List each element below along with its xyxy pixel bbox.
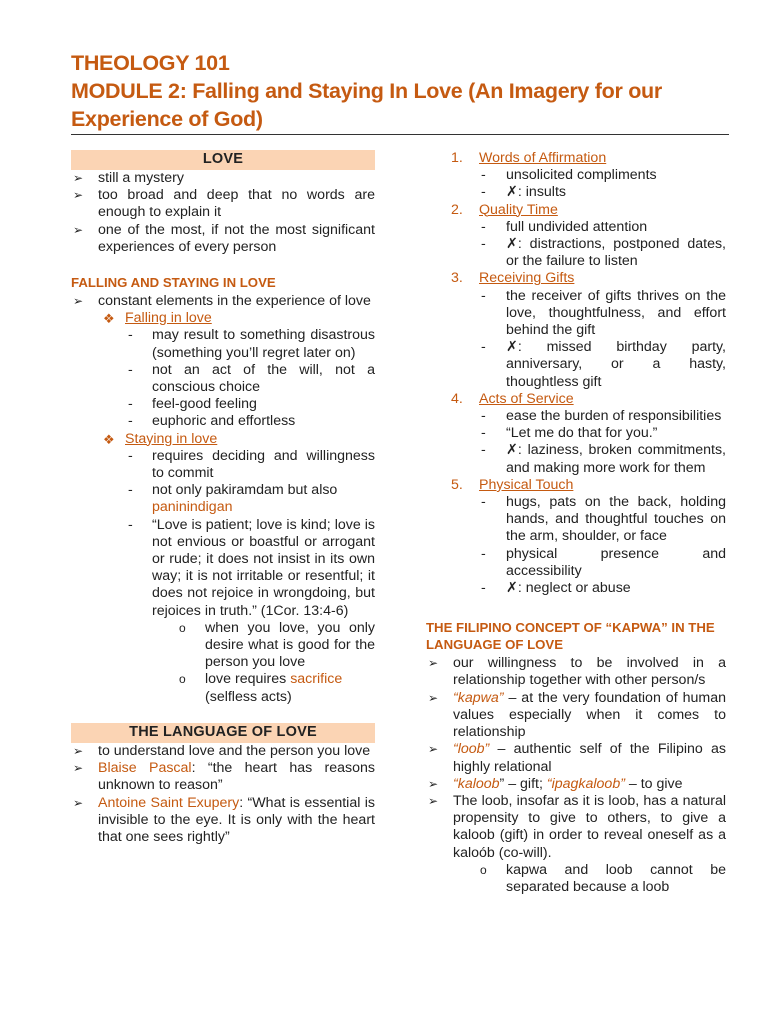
list-item: - not only pakiramdam but also paninindigan [128,482,338,516]
left-column [71,150,375,846]
dash-bullet: - [481,339,486,356]
loob-term: “loob” [453,741,490,758]
list-item [426,167,726,184]
arrow-bullet-icon: ➢ [428,793,439,808]
list-item: - feel-good feeling [128,396,257,413]
kapwa-term: “kapwa” [453,689,504,706]
list-item [426,236,726,270]
kapwa-heading: THE FILIPINO CONCEPT OF “KAPWA” IN THE LANGUAGE OF LOVE [426,620,715,653]
dash-bullet: - [128,516,133,533]
dash-bullet: - [481,287,486,304]
arrow-bullet-icon: ➢ [73,761,84,776]
love-language-item [426,150,726,167]
list-item [426,184,726,201]
arrow-bullet-icon: ➢ [73,294,84,309]
item-text: unsolicited compliments [506,167,657,184]
staying-in-love-label: Staying in love [125,430,218,447]
dash-bullet: - [128,447,133,464]
arrow-bullet-icon: ➢ [428,690,439,705]
list-item: o kapwa and loob cannot be separated because a loob [480,861,726,895]
list-item: - not an act of the will, not a conscious choice [128,361,375,396]
arrow-bullet-icon: ➢ [428,776,439,791]
x-mark-icon: ✗ [506,580,518,597]
dash-bullet: - [128,327,133,344]
item-text: the receiver of gifts thrives on the love, thoughtfulness, and effort behind the gift [506,287,726,339]
list-item: ➢ Antoine Saint Exupery: “What is essential is invisible to the eye. It is only with the heart that one sees rightly” [73,794,375,845]
dash-bullet: - [481,425,486,442]
paninindigan-term: paninindigan [152,499,233,516]
staying-in-love-item [71,431,375,448]
list-item [426,219,726,236]
item-text: ease the burden of responsibilities [506,408,722,425]
list-number: 5. [451,476,463,493]
list-item: - requires deciding and willingness to commit [128,447,375,482]
title-divider [71,134,729,135]
exupery-name: Antoine Saint Exupery [98,794,240,811]
list-item [426,546,726,580]
item-text: physical presence and accessibility [506,545,726,579]
language-of-love-heading: THE LANGUAGE OF LOVE [71,723,375,743]
love-language-item [426,391,726,408]
love-heading: LOVE [71,150,375,170]
list-item: - may result to something disastrous (something you’ll regret later on) [128,327,375,361]
list-item: ➢ Blaise Pascal: “the heart has reasons unknown to reason” [73,760,376,794]
module-title-line2: Experience of God) [71,107,263,131]
arrow-bullet-icon: ➢ [73,222,84,237]
dash-bullet: - [481,408,486,425]
dash-bullet: - [481,545,486,562]
module-title-line1: MODULE 2: Falling and Staying In Love (An Imagery for our [71,79,662,103]
list-item: - euphoric and effortless [128,413,296,430]
dash-bullet: - [481,167,486,184]
list-item: ➢ “loob” – authentic self of the Filipino as highly relational [428,741,726,775]
list-item: ➢ “kapwa” – at the very foundation of human values especially when it comes to relationship [428,689,726,741]
sacrifice-term: sacrifice [290,671,343,688]
five-languages-list [426,150,726,597]
x-mark-icon: ✗ [506,339,518,356]
circle-bullet: o [179,620,186,635]
list-item [426,425,726,442]
list-item [426,580,726,597]
falling-staying-heading: FALLING AND STAYING IN LOVE [71,275,276,291]
course-title: THEOLOGY 101 [71,51,230,75]
x-mark-icon: ✗ [506,442,518,459]
list-number: 2. [451,201,463,218]
falling-in-love-label: Falling in love [125,310,212,327]
list-number: 3. [451,270,463,287]
love-language-title: Acts of Service [479,390,574,407]
dash-bullet: - [481,494,486,511]
love-language-title: Words of Affirmation [479,150,607,166]
dash-bullet: - [128,413,133,430]
ipagkaloob-term: “ipagkaloob” [546,775,625,792]
diamond-bullet-icon: ❖ [103,311,115,327]
item-text: : missed birthday party, anniversary, or a hasty, thoughtless gift [506,339,726,390]
list-item [426,288,726,340]
love-language-title: Quality Time [479,201,558,218]
arrow-bullet-icon: ➢ [428,742,439,757]
love-language-item [426,477,726,494]
dash-bullet: - [481,442,486,459]
item-text: : laziness, broken commitments, and making more work for them [506,442,726,476]
dash-bullet: - [481,184,486,201]
item-text: “Let me do that for you.” [506,425,658,442]
item-text: : neglect or abuse [517,580,631,597]
list-item [426,442,726,476]
list-item: ➢ to understand love and the person you love [73,742,371,759]
item-text: : insults [517,184,566,201]
list-item: o when you love, you only desire what is good for the person you love [179,619,375,671]
dash-bullet: - [128,482,133,499]
circle-bullet: o [480,862,487,877]
arrow-bullet-icon: ➢ [73,171,84,185]
list-item: ➢ still a mystery [73,170,184,186]
list-item: - “Love is patient; love is kind; love is not envious or boastful or arrogant or rude; it does not insist in its own way; it is not irritable or resentful; it does not rejoice in wrongdoing, but rejoices in truth.” (1Cor. 13:4-6) [128,516,375,619]
circle-bullet: o [179,672,186,687]
falling-in-love-item [71,310,375,327]
list-item: ➢ our willingness to be involved in a relationship together with other person/s [428,655,726,689]
list-item [426,408,726,425]
kaloob-term: “kaloob [453,775,500,792]
x-mark-icon: ✗ [506,184,518,201]
x-mark-icon: ✗ [506,236,518,253]
arrow-bullet-icon: ➢ [73,188,84,203]
dash-bullet: - [481,580,486,597]
dash-bullet: - [128,361,133,378]
love-language-item [426,270,726,287]
right-column [426,150,726,896]
love-language-title: Receiving Gifts [479,270,575,287]
list-item: ➢ constant elements in the experience of love [73,293,371,310]
pascal-name: Blaise Pascal [98,760,192,777]
arrow-bullet-icon: ➢ [428,656,439,671]
list-item [426,339,726,391]
dash-bullet: - [128,396,133,413]
arrow-bullet-icon: ➢ [73,743,84,758]
list-number: 4. [451,390,463,407]
love-language-title: Physical Touch [479,476,574,493]
list-number: 1. [451,150,463,166]
diamond-bullet-icon: ❖ [103,431,115,447]
dash-bullet: - [481,218,486,235]
list-item: ➢ too broad and deep that no words are enough to explain it [73,187,375,221]
list-item: ➢ “kaloob” – gift; “ipagkaloob” – to give [428,775,683,792]
love-language-item [426,202,726,219]
item-text: full undivided attention [506,218,648,235]
arrow-bullet-icon: ➢ [73,795,84,810]
item-text: : distractions, postponed dates, or the failure to listen [506,236,726,270]
document-title [71,49,731,133]
item-text: hugs, pats on the back, holding hands, and thoughtful touches on the arm, shoulder, or face [506,494,726,545]
list-item: o love requires sacrifice (selfless acts) [179,671,343,705]
list-item [426,494,726,546]
list-item: ➢ one of the most, if not the most significant experiences of every person [73,221,375,255]
dash-bullet: - [481,236,486,253]
list-item: ➢ The loob, insofar as it is loob, has a natural propensity to give to others, to give a kaloob (gift) in order to reveal oneself as a kaloób (co-will). [428,792,726,861]
